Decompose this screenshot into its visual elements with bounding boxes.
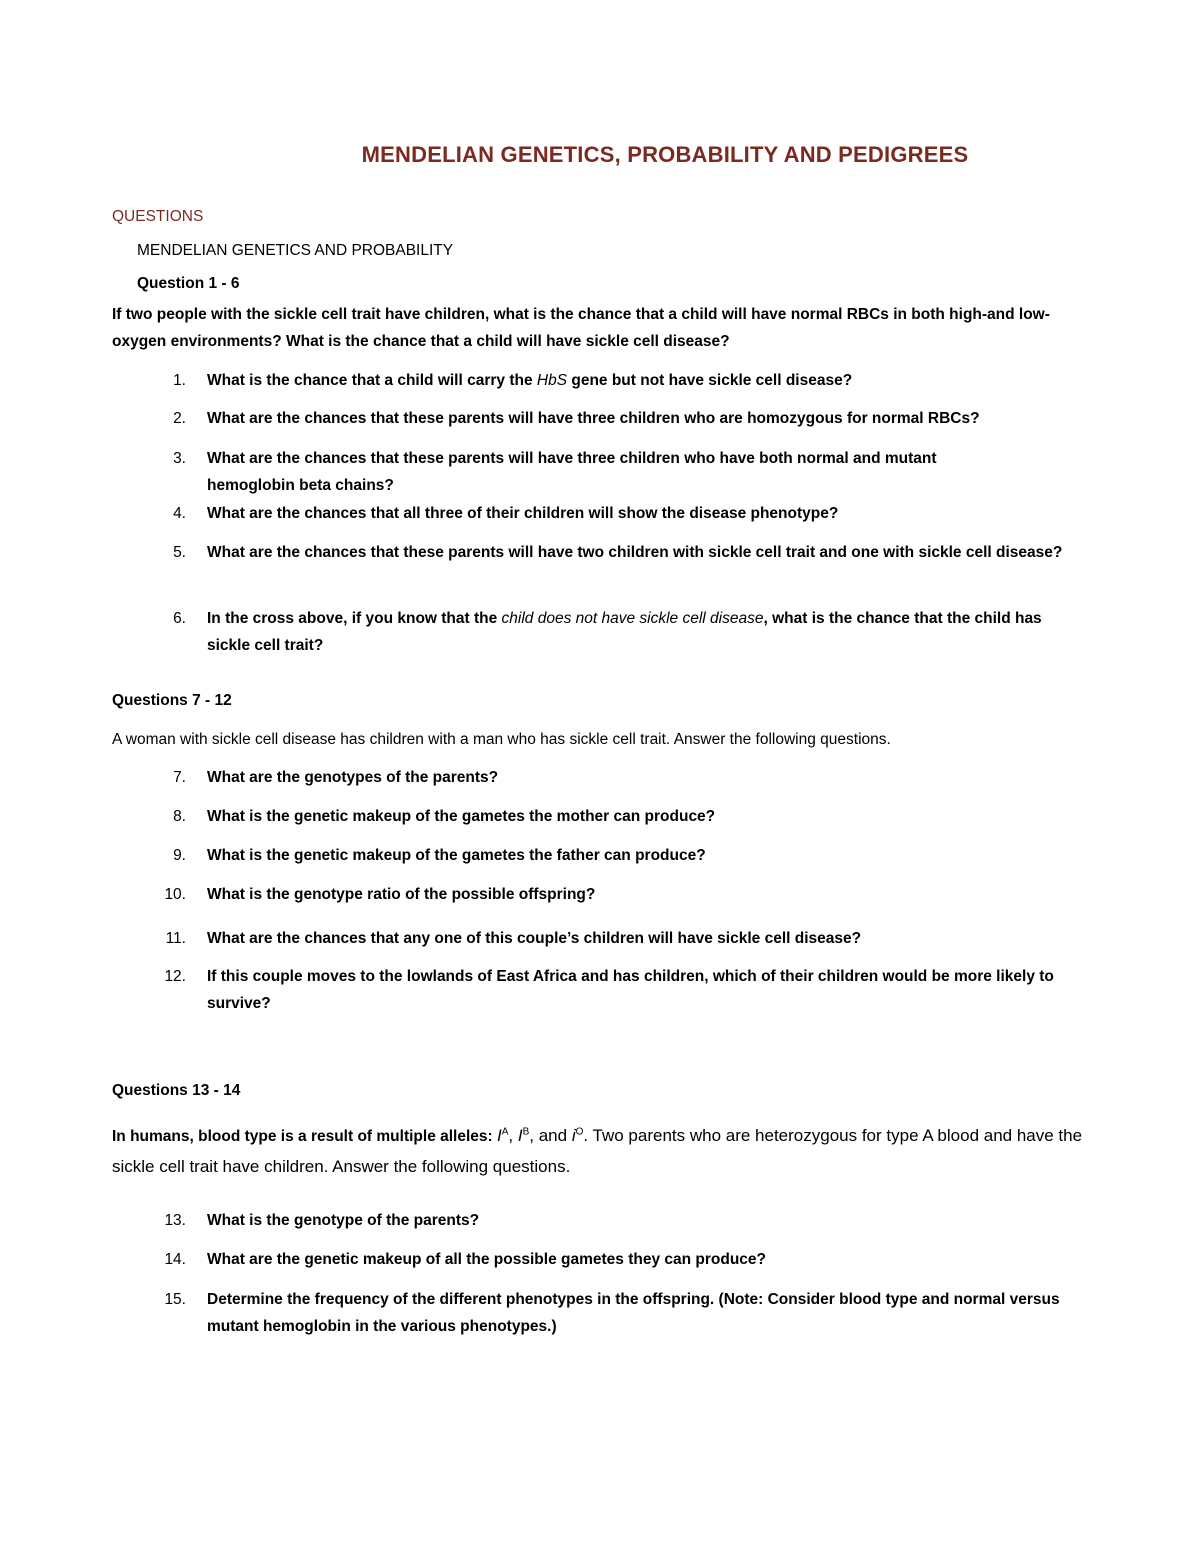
group3-heading: Questions 13 - 14 [112,1082,241,1099]
question-number: 4. [173,505,186,522]
question-number: 13. [164,1212,186,1229]
question-text: What are the chances that these parents will have three children who have both normal and mutant hemoglobin beta chains? [207,450,937,494]
question-text: Determine the frequency of the different phenotypes in the offspring. (Note: Consider blood type and normal versus mutant hemoglobin in the various phenotypes.) [207,1291,1060,1335]
group3-intro: In humans, blood type is a result of multiple alleles: $I^A$, $I^B$, and $i^O$. Two parents who are heterozygous for type A blood and have the sickle cell trait have children. Answer the following questions. [112,1126,1083,1176]
question-number: 14. [164,1251,186,1268]
question-number: 7. [173,769,186,786]
group2-intro: A woman with sickle cell disease has children with a man who has sickle cell trait. Answer the following questions. [112,731,891,748]
section-label: QUESTIONS [112,208,204,225]
question-number: 2. [173,410,186,427]
group1-intro: If two people with the sickle cell trait have children, what is the chance that a child will have normal RBCs in both high-and low-oxygen environments? What is the chance that a child will have sickle cell disease? [112,306,1050,350]
group1-heading: Question 1 - 6 [137,275,240,292]
question-text: What are the chances that any one of this couple’s children will have sickle cell disease? [207,930,862,947]
subsection-label: MENDELIAN GENETICS AND PROBABILITY [137,242,454,259]
question-text: What are the chances that all three of their children will show the disease phenotype? [207,505,839,522]
question-number: 15. [164,1291,186,1308]
question-text: What is the genetic makeup of the gametes the father can produce? [207,847,706,864]
question-number: 11. [165,930,186,947]
question-text: What are the genotypes of the parents? [207,769,499,786]
question-text: What is the genotype ratio of the possible offspring? [207,886,596,903]
question-text: What is the genetic makeup of the gametes the mother can produce? [207,808,716,825]
question-number: 1. [173,372,186,389]
question-text: What are the chances that these parents will have two children with sickle cell trait and one with sickle cell disease? [207,544,1063,561]
question-text: What are the genetic makeup of all the possible gametes they can produce? [207,1251,766,1268]
question-number: 6. [173,610,186,627]
question-number: 9. [173,847,186,864]
question-number: 5. [173,544,186,561]
question-text: What are the chances that these parents will have three children who are homozygous for normal RBCs? [207,410,980,427]
group2-heading: Questions 7 - 12 [112,692,232,709]
question-text: In the cross above, if you know that the child does not have sickle cell disease, what is the chance that the child has sickle cell trait? [207,610,1042,654]
question-number: 8. [173,808,186,825]
question-text: If this couple moves to the lowlands of East Africa and has children, which of their children would be more likely to survive? [207,968,1054,1012]
question-number: 10. [164,886,186,903]
question-number: 12. [164,968,186,985]
question-number: 3. [173,450,186,467]
question-text: What is the genotype of the parents? [207,1212,480,1229]
document-title: MENDELIAN GENETICS, PROBABILITY AND PEDIGREES [361,142,969,167]
question-text: What is the chance that a child will carry the HbS gene but not have sickle cell disease? [207,372,853,389]
